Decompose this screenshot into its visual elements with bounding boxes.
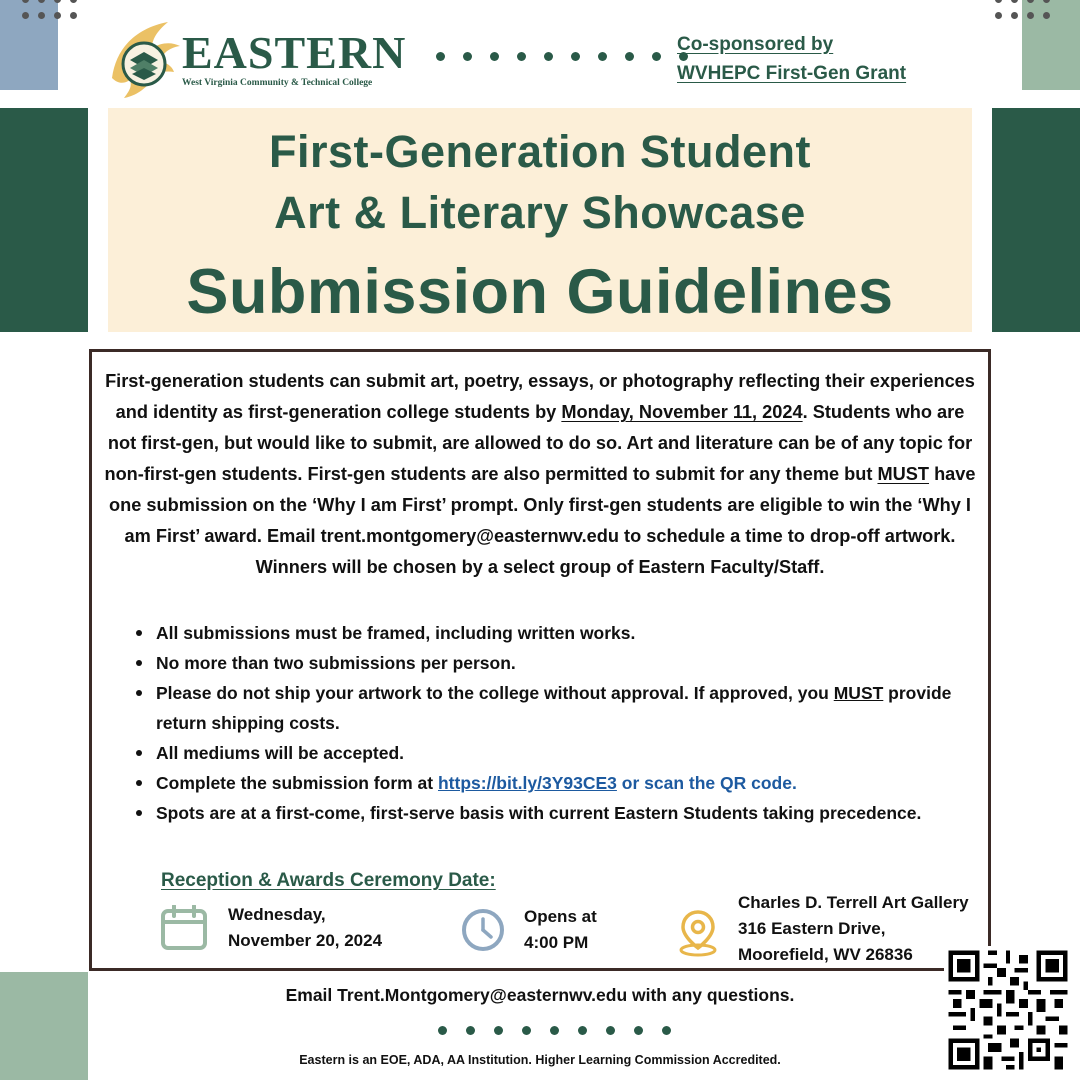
title-line2: Art & Literary Showcase (274, 187, 806, 238)
submission-form-link[interactable]: https://bit.ly/3Y93CE3 (437, 773, 617, 793)
reception-time (460, 904, 597, 956)
rule-text: Complete the submission form at (156, 773, 438, 793)
footer-accreditation: Eastern is an EOE, ADA, AA Institution. Higher Learning Commission Accredited. (299, 1053, 781, 1067)
city-state-zip: Moorefield, WV 26836 (738, 945, 913, 964)
street-address: 316 Eastern Drive, (738, 919, 886, 938)
reception-date (160, 902, 382, 954)
list-item (136, 768, 986, 798)
time-value: 4:00 PM (524, 933, 589, 952)
intro-text-2: . Students who are not first-gen, but would like to submit, are allowed to do so. Art and literature can be of any topic for non-first-gen students. First-gen students are also permitted to submit for any theme but (104, 402, 973, 484)
list-item: No more than two submissions per person. (136, 648, 986, 678)
gallery-name: Charles D. Terrell Art Gallery (738, 893, 969, 912)
rules-list (136, 618, 986, 828)
date-text (228, 902, 382, 954)
list-item: All submissions must be framed, including written works. (136, 618, 986, 648)
logo-subtitle: West Virginia Community & Technical College (182, 78, 373, 88)
list-item: All mediums will be accepted. (136, 738, 986, 768)
title-line1: First-Generation Student (268, 126, 812, 177)
location-pin-icon (676, 908, 720, 958)
header-dot-divider (436, 52, 688, 61)
deadline-date: Monday, November 11, 2024 (561, 402, 803, 422)
rule-text: provide return shipping costs. (156, 683, 952, 733)
title-banner (108, 108, 972, 332)
college-logo (106, 18, 407, 100)
cosponsor-line2: WVHEPC First-Gen Grant (677, 63, 907, 84)
must-emphasis: MUST (877, 464, 930, 484)
side-bar-left (0, 108, 88, 332)
cosponsor-note (677, 30, 906, 88)
location-text (738, 890, 969, 968)
title-line3: Submission Guidelines (186, 257, 894, 327)
qr-code[interactable] (944, 946, 1072, 1074)
date-weekday: Wednesday, (228, 905, 326, 924)
date-full: November 20, 2024 (228, 931, 383, 950)
dot-grid-top-left (22, 0, 77, 19)
guidelines-box (89, 349, 991, 971)
time-text (524, 904, 597, 956)
calendar-icon (160, 905, 208, 951)
side-bar-right (992, 108, 1080, 332)
reception-heading: Reception & Awards Ceremony Date: (161, 870, 496, 891)
qr-hint-text: or scan the QR code. (616, 773, 797, 793)
dot-grid-top-right (995, 0, 1050, 19)
time-label: Opens at (524, 907, 597, 926)
reception-location (676, 890, 969, 968)
intro-paragraph (102, 366, 978, 583)
clock-icon (460, 907, 506, 953)
list-item: Spots are at a first-come, first-serve basis with current Eastern Students taking precedence. (136, 798, 986, 828)
intro-text-1: First-generation students can submit art, poetry, essays, or photography reflecting their experiences and identity as first-generation college students by (105, 371, 975, 422)
contact-email-line: Email Trent.Montgomery@easternwv.edu with any questions. (285, 985, 795, 1005)
cosponsor-line1: Co-sponsored by (677, 34, 834, 55)
footer-dot-divider (438, 1026, 671, 1035)
rule-text: Please do not ship your artwork to the college without approval. If approved, you (156, 683, 834, 703)
must-emphasis: MUST (833, 683, 884, 703)
logo-wordmark: EASTERN (182, 27, 407, 78)
eagle-emblem-icon (106, 18, 184, 100)
intro-text-3: have one submission on the ‘Why I am First’ prompt. Only first-gen students are eligible to win the ‘Why I am First’ award. Email trent.montgomery@easternwv.edu to schedule a time to drop-off artwork. Winners will be chosen by a select group of Eastern Faculty/Staff. (109, 464, 976, 577)
list-item (136, 678, 986, 738)
